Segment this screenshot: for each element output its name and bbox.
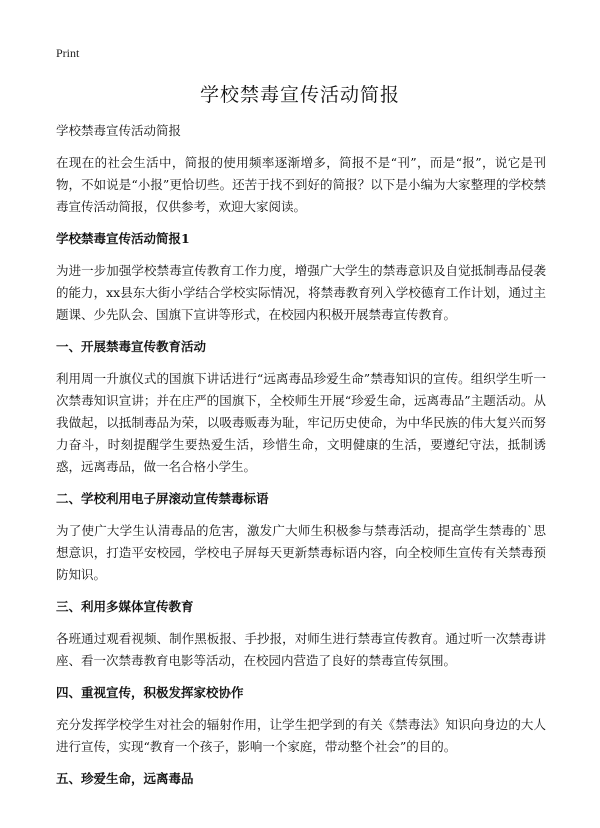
page-title: 学校禁毒宣传活动简报 <box>199 84 400 106</box>
item-heading-4: 四、重视宣传，积极发挥家校协作 <box>56 685 244 700</box>
item-heading-2: 二、学校利用电子屏滚动宣传禁毒标语 <box>56 491 269 506</box>
item-heading-1: 一、开展禁毒宣传教育活动 <box>56 339 207 354</box>
item-text-1: 利用周一升旗仪式的国旗下讲话进行“远离毒品珍爱生命”禁毒知识的宣传。组织学生听一次禁毒知识宣讲；并在庄严的国旗下，全校师生开展“珍爱生命，远离毒品”主题活动。从我做起，以抵制毒品为荣，以吸毒贩毒为耻，牢记历史使命，为中华民族的伟大复兴而努力奋斗，时刻提醒学生要热爱生活，珍惜生命，文明健康的生活，要遵纪守法，抵制诱惑，远离毒品，做一名合格小学生。 <box>56 371 546 474</box>
intro-paragraph: 在现在的社会生活中，简报的使用频率逐渐增多，简报不是“刊”，而是“报”，说它是刊物，不如说是“小报”更恰切些。还苦于找不到好的简报？以下是小编为大家整理的学校禁毒宣传活动简报，仅供参考，欢迎大家阅读。 <box>56 155 546 214</box>
item-text-4: 充分发挥学校学生对社会的辐射作用，让学生把学到的有关《禁毒法》知识向身边的大人进行宣传，实现“教育一个孩子，影响一个家庭，带动整个社会”的目的。 <box>56 717 546 754</box>
item-heading-3: 三、利用多媒体宣传教育 <box>56 599 194 614</box>
item-heading-5: 五、珍爱生命，远离毒品 <box>56 771 194 786</box>
print-label[interactable]: Print <box>56 46 80 60</box>
document-body <box>56 120 546 800</box>
section-paragraph: 为进一步加强学校禁毒宣传教育工作力度，增强广大学生的禁毒意识及自觉抵制毒品侵袭的能力，xx县东大街小学结合学校实际情况，将禁毒教育列入学校德育工作计划，通过主题课、少先队会、国旗下宣讲等形式，在校园内积极开展禁毒宣传教育。 <box>56 263 546 322</box>
subtitle: 学校禁毒宣传活动简报 <box>56 123 182 138</box>
item-text-3: 各班通过观看视频、制作黑板报、手抄报，对师生进行禁毒宣传教育。通过听一次禁毒讲座、看一次禁毒教育电影等活动，在校园内营造了良好的禁毒宣传氛围。 <box>56 631 546 668</box>
section-heading: 学校禁毒宣传活动简报1 <box>56 231 190 246</box>
item-text-2: 为了使广大学生认清毒品的危害，激发广大师生积极参与禁毒活动，提高学生禁毒的`思想意识，打造平安校园，学校电子屏每天更新禁毒标语内容，向全校师生宣传有关禁毒预防知识。 <box>56 523 546 582</box>
